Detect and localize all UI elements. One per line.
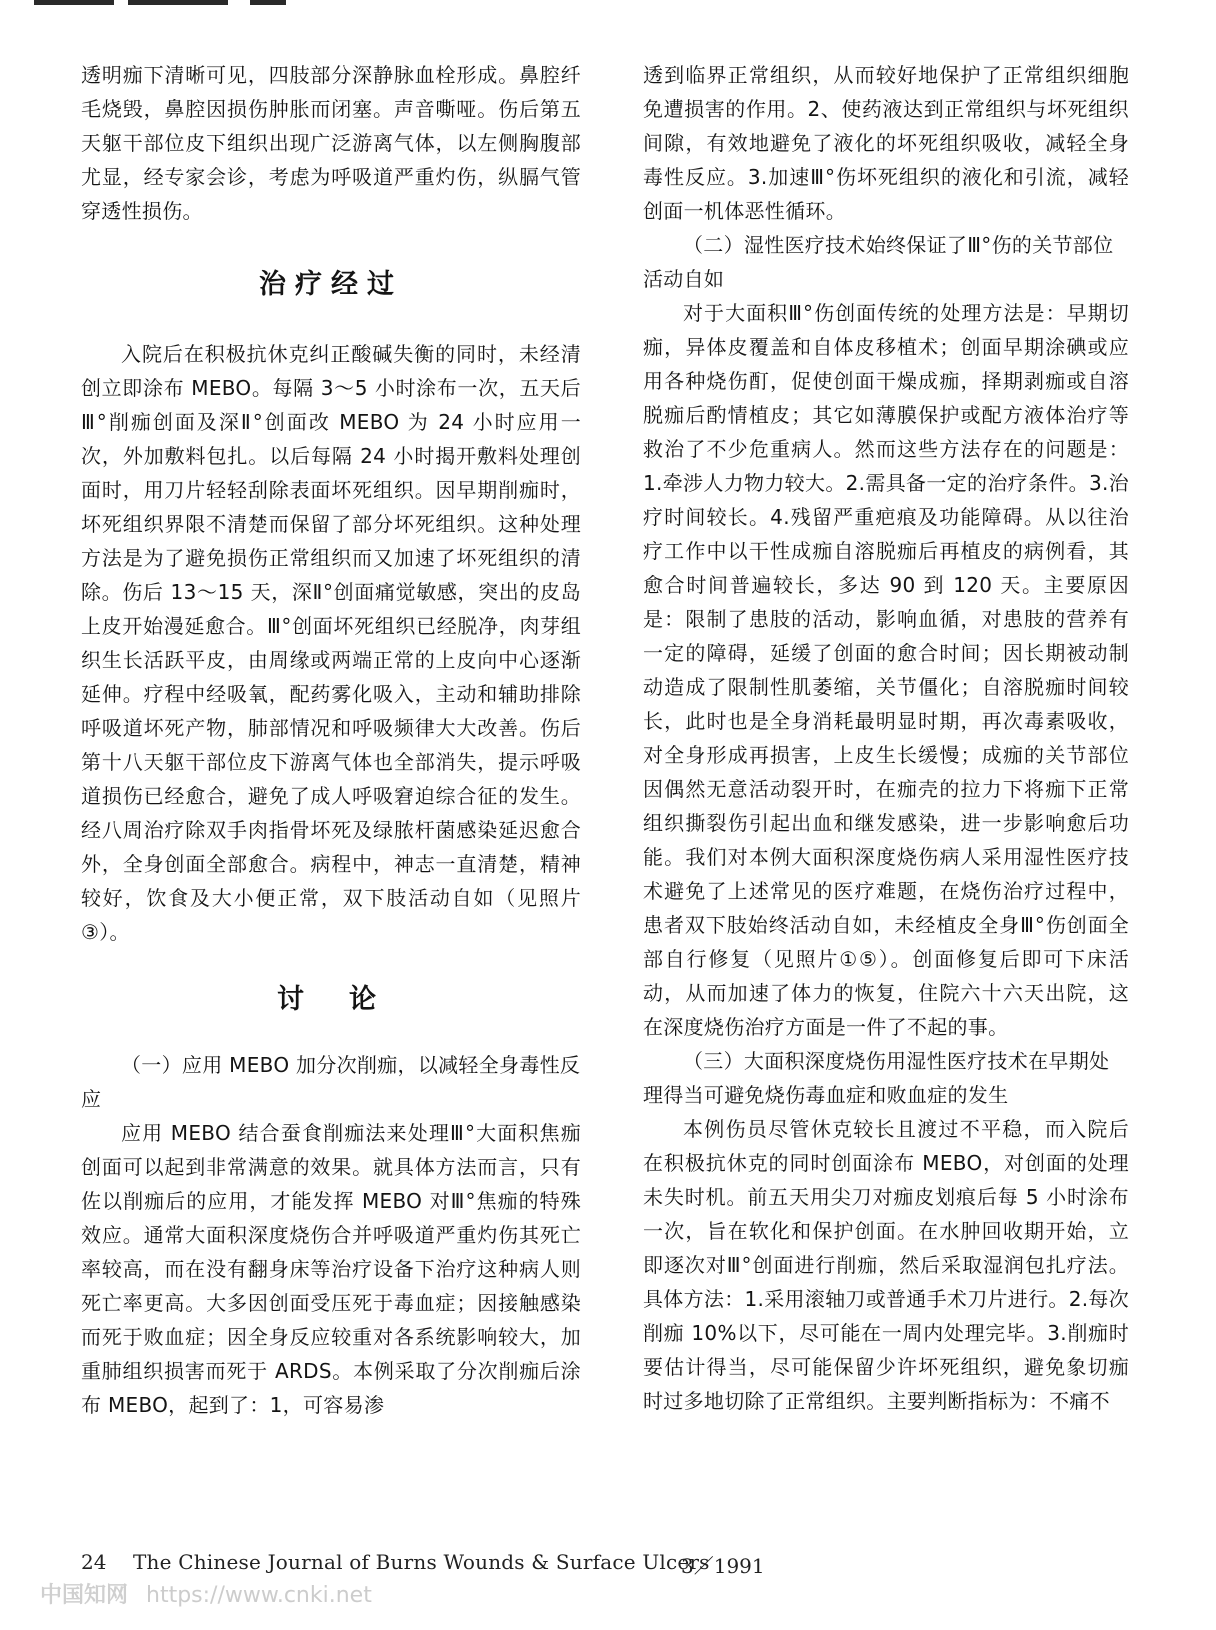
section-heading-discussion: 讨 论 [277, 984, 385, 1015]
page-footer [81, 1550, 1161, 1580]
cnki-watermark [40, 1578, 372, 1618]
page-number: 24 [81, 1550, 107, 1574]
right-column [643, 58, 1129, 1418]
issue-number: 3／1991 [681, 1554, 765, 1578]
discussion-subheading-1: （一）应用 MEBO 加分次削痂，以减轻全身毒性反应 [81, 1053, 581, 1111]
discussion-subheading-2: （二）湿性医疗技术始终保证了Ⅲ°伤的关节部位活动自如 [643, 233, 1114, 291]
right-paragraph-continued: 透到临界正常组织，从而较好地保护了正常组织细胞免遭损害的作用。2、使药液达到正常组织与坏死组织间隙，有效地避免了液化的坏死组织吸收，减轻全身毒性反应。3.加速Ⅲ°伤坏死组织的液化和引流，减轻创面一机体恶性循环。 [643, 63, 1129, 223]
discussion-subheading-3: （三）大面积深度烧伤用湿性医疗技术在早期处理得当可避免烧伤毒血症和败血症的发生 [643, 1049, 1110, 1107]
treatment-paragraph: 入院后在积极抗休克纠正酸碱失衡的同时，未经清创立即涂布 MEBO。每隔 3～5 小时涂布一次，五天后Ⅲ°削痂创面及深Ⅱ°创面改 MEBO 为 24 小时应用一次，外加敷料包扎。以后每隔 24 小时揭开敷料处理创面时，用刀片轻轻刮除表面坏死组织。因早期削痂时，坏死组织界限不清楚而保留了部分坏死组织。这种处理方法是为了避免损伤正常组织而又加速了坏死组织的清除。伤后 13～15 天，深Ⅱ°创面痛觉敏感，突出的皮岛上皮开始漫延愈合。Ⅲ°创面坏死组织已经脱净，肉芽组织生长活跃平皮，由周缘或两端正常的上皮向中心逐渐延伸。疗程中经吸氧，配药雾化吸入，主动和辅助排除呼吸道坏死产物，肺部情况和呼吸频律大大改善。伤后第十八天躯干部位皮下游离气体也全部消失，提示呼吸道损伤已经愈合，避免了成人呼吸窘迫综合征的发生。经八周治疗除双手肉指骨坏死及绿脓杆菌感染延迟愈合外，全身创面全部愈合。病程中，神志一直清楚，精神较好，饮食及大小便正常，双下肢活动自如（见照片③）。 [81, 342, 581, 944]
discussion-paragraph-1: 应用 MEBO 结合蚕食削痂法来处理Ⅲ°大面积焦痂创面可以起到非常满意的效果。就具体方法而言，只有佐以削痂后的应用，才能发挥 MEBO 对Ⅲ°焦痂的特殊效应。通常大面积深度烧伤合并呼吸道严重灼伤其死亡率较高，而在没有翻身床等治疗设备下治疗这种病人则死亡率更高。大多因创面受压死于毒血症；因接触感染而死于败血症；因全身反应较重对各系统影响较大，加重肺组织损害而死于 ARDS。本例采取了分次削痂后涂布 MEBO，起到了：1，可容易渗 [81, 1121, 581, 1417]
discussion-paragraph-3: 本例伤员尽管休克较长且渡过不平稳，而入院后在积极抗休克的同时创面涂布 MEBO，对创面的处理未失时机。前五天用尖刀对痂皮划痕后每 5 小时涂布一次，旨在软化和保护创面。在水肿回收期开始，立即逐次对Ⅲ°创面进行削痂，然后采取湿润包扎疗法。具体方法：1.采用滚轴刀或普通手术刀片进行。2.每次削痂 10%以下，尽可能在一周内处理完毕。3.削痂时要估计得当，尽可能保留少许坏死组织，避免象切痂时过多地切除了正常组织。主要判断指标为：不痛不 [643, 1117, 1129, 1413]
watermark-brand: 中国知网 [40, 1583, 129, 1608]
left-paragraph-continued: 透明痂下清晰可见，四肢部分深静脉血栓形成。鼻腔纤毛烧毁，鼻腔因损伤肿胀而闭塞。声音嘶哑。伤后第五天躯干部位皮下组织出现广泛游离气体，以左侧胸腹部尤显，经专家会诊，考虑为呼吸道严重灼伤，纵膈气管穿透性损伤。 [81, 63, 581, 223]
left-column [81, 58, 581, 1422]
watermark-url: https://www.cnki.net [146, 1583, 372, 1608]
journal-title: The Chinese Journal of Burns Wounds & Surface Ulcers [133, 1550, 710, 1574]
discussion-paragraph-2: 对于大面积Ⅲ°伤创面传统的处理方法是：早期切痂，异体皮覆盖和自体皮移植术；创面早期涂碘或应用各种烧伤酊，促使创面干燥成痂，择期剥痂或自溶脱痂后酌情植皮；其它如薄膜保护或配方液体治疗等救治了不少危重病人。然而这些方法存在的问题是：1.牵涉人力物力较大。2.需具备一定的治疗条件。3.治疗时间较长。4.残留严重疤痕及功能障碍。从以往治疗工作中以干性成痂自溶脱痂后再植皮的病例看，其愈合时间普遍较长，多达 90 到 120 天。主要原因是：限制了患肢的活动，影响血循，对患肢的营养有一定的障碍，延缓了创面的愈合时间；因长期被动制动造成了限制性肌萎缩，关节僵化；自溶脱痂时间较长，此时也是全身消耗最明显时期，再次毒素吸收，对全身形成再损害，上皮生长缓慢；成痂的关节部位因偶然无意活动裂开时，在痂壳的拉力下将痂下正常组织撕裂伤引起出血和继发感染，进一步影响愈后功能。我们对本例大面积深度烧伤病人采用湿性医疗技术避免了上述常见的医疗难题，在烧伤治疗过程中，患者双下肢始终活动自如，未经植皮全身Ⅲ°伤创面全部自行修复（见照片①⑤）。创面修复后即可下床活动，从而加速了体力的恢复，住院六十六天出院，这在深度烧伤治疗方面是一件了不起的事。 [643, 301, 1129, 1039]
scan-top-edge [0, 0, 1216, 8]
section-heading-treatment: 治疗经过 [259, 269, 403, 300]
